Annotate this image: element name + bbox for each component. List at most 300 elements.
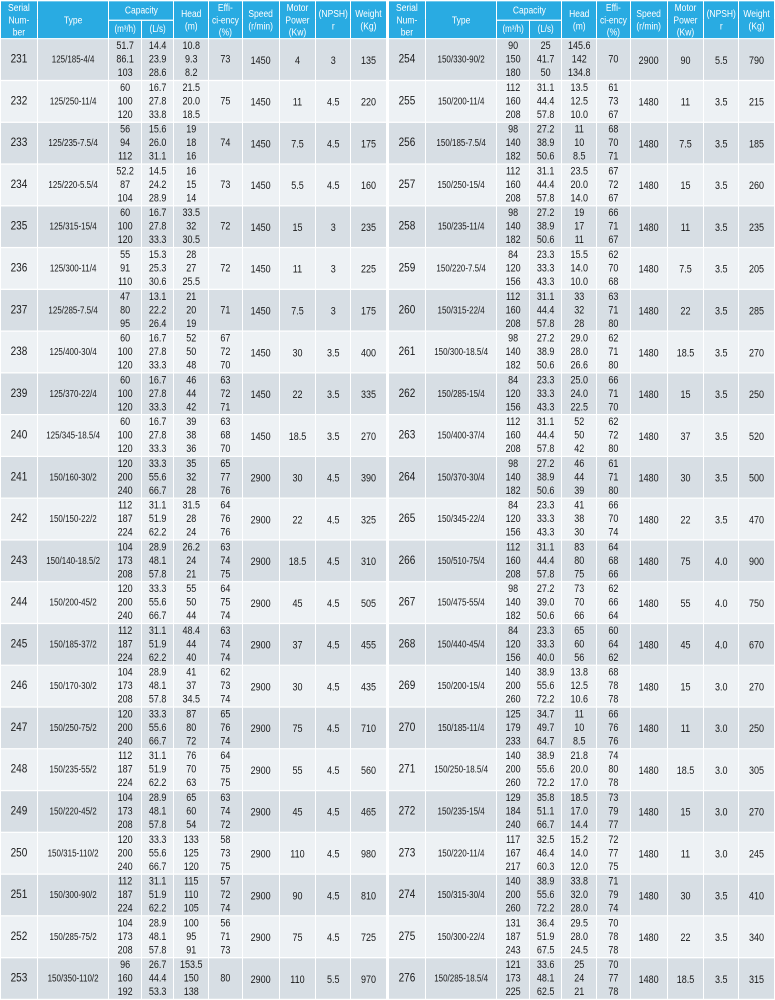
cell-speed-left: 1450 (242, 164, 279, 206)
cell-capacity-ls-left: 16.7 27.8 33.3 (141, 415, 174, 457)
cell-motor-power-left: 30 (279, 456, 316, 498)
cell-motor-power-left: 30 (279, 331, 316, 373)
cell-capacity-ls-left: 33.3 55.6 66.7 (141, 456, 174, 498)
table-row (1, 164, 775, 206)
cell-capacity-ls-left: 26.7 44.4 53.3 (141, 958, 174, 1000)
cell-capacity-m3h-right: 98 140 182 (497, 331, 530, 373)
header-npsh-right: (NPSH) r (704, 1, 739, 39)
cell-weight-left: 560 (351, 749, 387, 791)
cell-motor-power-left: 4 (279, 39, 316, 81)
cell-serial-right: 271 (389, 749, 426, 791)
cell-motor-power-right: 22 (667, 498, 704, 540)
cell-efficiency-left: 72 (209, 206, 243, 248)
cell-capacity-m3h-left: 52.2 87 104 (109, 164, 142, 206)
cell-motor-power-left: 37 (279, 623, 316, 665)
table-row (1, 415, 775, 457)
cell-motor-power-left: 18.5 (279, 540, 316, 582)
cell-weight-right: 270 (739, 331, 775, 373)
cell-type-left: 125/370-22/4 (37, 373, 109, 415)
cell-weight-right: 250 (739, 373, 775, 415)
cell-weight-left: 400 (351, 331, 387, 373)
cell-motor-power-right: 90 (667, 39, 704, 81)
cell-speed-left: 2900 (242, 456, 279, 498)
cell-head-left: 41 37 34.5 (174, 665, 209, 707)
cell-type-right: 150/185-11/4 (425, 707, 497, 749)
cell-npsh-right: 3.5 (704, 164, 739, 206)
cell-weight-left: 225 (351, 248, 387, 290)
cell-head-right: 19 17 11 (562, 206, 597, 248)
cell-weight-left: 435 (351, 665, 387, 707)
cell-npsh-right: 3.5 (704, 874, 739, 916)
cell-capacity-ls-left: 33.3 55.6 66.7 (141, 707, 174, 749)
cell-speed-left: 1450 (242, 206, 279, 248)
cell-efficiency-left: 58 73 75 (209, 832, 243, 874)
header-row-top (1, 1, 775, 20)
cell-npsh-left: 4.5 (316, 122, 351, 164)
cell-capacity-ls-right: 31.1 44.4 57.8 (529, 415, 562, 457)
cell-npsh-left: 3.5 (316, 415, 351, 457)
cell-motor-power-right: 18.5 (667, 331, 704, 373)
cell-head-left: 21.5 20.0 18.5 (174, 80, 209, 122)
cell-head-right: 11 10 8.5 (562, 122, 597, 164)
cell-capacity-ls-right: 34.7 49.7 64.7 (529, 707, 562, 749)
cell-serial-right: 266 (389, 540, 426, 582)
cell-head-right: 29.5 28.0 24.5 (562, 916, 597, 958)
table-body (1, 39, 775, 1000)
cell-serial-right: 272 (389, 791, 426, 833)
cell-capacity-m3h-right: 112 160 208 (497, 415, 530, 457)
cell-weight-right: 245 (739, 832, 775, 874)
cell-type-right: 150/285-18.5/4 (425, 958, 497, 1000)
cell-npsh-left: 4.5 (316, 749, 351, 791)
cell-capacity-ls-left: 28.9 48.1 57.8 (141, 791, 174, 833)
cell-capacity-m3h-right: 112 160 208 (497, 80, 530, 122)
cell-efficiency-right: 66 76 76 (597, 707, 631, 749)
cell-motor-power-left: 110 (279, 832, 316, 874)
cell-capacity-m3h-right: 121 173 225 (497, 958, 530, 1000)
cell-type-left: 125/185-4/4 (37, 39, 109, 81)
cell-npsh-left: 5.5 (316, 958, 351, 1000)
cell-serial-right: 263 (389, 415, 426, 457)
cell-head-left: 28 27 25.5 (174, 248, 209, 290)
cell-capacity-ls-right: 25 41.7 50 (529, 39, 562, 81)
cell-head-left: 16 15 14 (174, 164, 209, 206)
cell-speed-left: 2900 (242, 791, 279, 833)
cell-serial-right: 264 (389, 456, 426, 498)
cell-npsh-right: 4.0 (704, 540, 739, 582)
cell-efficiency-left: 63 68 70 (209, 415, 243, 457)
cell-capacity-m3h-right: 98 140 182 (497, 206, 530, 248)
cell-efficiency-right: 66 70 74 (597, 498, 631, 540)
cell-npsh-right: 4.0 (704, 623, 739, 665)
cell-npsh-left: 4.5 (316, 582, 351, 624)
cell-capacity-ls-left: 28.9 48.1 57.8 (141, 540, 174, 582)
cell-efficiency-left: 67 72 70 (209, 331, 243, 373)
cell-efficiency-left: 64 75 74 (209, 582, 243, 624)
cell-type-left: 150/140-18.5/2 (37, 540, 109, 582)
cell-type-right: 150/370-30/4 (425, 456, 497, 498)
cell-capacity-ls-right: 31.1 44.4 57.8 (529, 540, 562, 582)
cell-serial-left: 244 (1, 582, 38, 624)
cell-efficiency-left: 72 (209, 248, 243, 290)
cell-motor-power-right: 18.5 (667, 749, 704, 791)
header-motor-power-right: Motor Power (Kw) (667, 1, 704, 39)
cell-speed-right: 1480 (630, 791, 667, 833)
cell-efficiency-left: 80 (209, 958, 243, 1000)
cell-capacity-ls-right: 33.6 48.1 62.5 (529, 958, 562, 1000)
cell-head-left: 48.4 44 40 (174, 623, 209, 665)
cell-capacity-m3h-left: 60 100 120 (109, 331, 142, 373)
header-type-left: Type (37, 1, 109, 39)
cell-speed-right: 1480 (630, 874, 667, 916)
cell-speed-left: 1450 (242, 39, 279, 81)
cell-serial-left: 245 (1, 623, 38, 665)
cell-npsh-right: 3.5 (704, 289, 739, 331)
header-speed-left: Speed (r/min) (242, 1, 279, 39)
table-row (1, 582, 775, 624)
cell-type-left: 150/285-75/2 (37, 916, 109, 958)
cell-head-left: 39 38 36 (174, 415, 209, 457)
cell-motor-power-left: 75 (279, 916, 316, 958)
cell-capacity-ls-right: 27.2 38.9 50.6 (529, 122, 562, 164)
cell-speed-right: 1480 (630, 498, 667, 540)
header-capacity-m3h-left: (m³/h) (109, 20, 142, 39)
cell-npsh-left: 3 (316, 39, 351, 81)
cell-npsh-right: 3.0 (704, 749, 739, 791)
cell-efficiency-right: 62 70 68 (597, 248, 631, 290)
cell-weight-right: 670 (739, 623, 775, 665)
cell-motor-power-left: 45 (279, 791, 316, 833)
cell-type-right: 150/200-15/4 (425, 665, 497, 707)
header-capacity-m3h-right: (m³/h) (497, 20, 530, 39)
cell-weight-right: 470 (739, 498, 775, 540)
cell-type-right: 150/285-15/4 (425, 373, 497, 415)
cell-motor-power-right: 7.5 (667, 122, 704, 164)
cell-capacity-ls-right: 27.2 38.9 50.6 (529, 456, 562, 498)
cell-speed-right: 1480 (630, 749, 667, 791)
cell-serial-left: 243 (1, 540, 38, 582)
cell-speed-right: 1480 (630, 415, 667, 457)
cell-weight-right: 500 (739, 456, 775, 498)
cell-head-right: 25.0 24.0 22.5 (562, 373, 597, 415)
cell-efficiency-left: 73 (209, 39, 243, 81)
cell-efficiency-right: 70 78 78 (597, 916, 631, 958)
cell-motor-power-right: 15 (667, 164, 704, 206)
header-efficiency-left: Effi- ci-ency (%) (209, 1, 243, 39)
cell-capacity-ls-right: 31.1 44.4 57.8 (529, 164, 562, 206)
cell-efficiency-right: 66 71 67 (597, 206, 631, 248)
cell-type-left: 150/250-75/2 (37, 707, 109, 749)
cell-type-right: 150/315-30/4 (425, 874, 497, 916)
cell-type-left: 125/220-5.5/4 (37, 164, 109, 206)
header-speed-right: Speed (r/min) (630, 1, 667, 39)
cell-speed-left: 2900 (242, 916, 279, 958)
cell-weight-right: 410 (739, 874, 775, 916)
cell-weight-left: 810 (351, 874, 387, 916)
cell-npsh-right: 4.0 (704, 582, 739, 624)
cell-capacity-m3h-left: 96 160 192 (109, 958, 142, 1000)
cell-motor-power-left: 7.5 (279, 289, 316, 331)
cell-speed-left: 1450 (242, 248, 279, 290)
cell-weight-left: 455 (351, 623, 387, 665)
cell-efficiency-left: 74 (209, 122, 243, 164)
table-row (1, 540, 775, 582)
cell-npsh-right: 3.0 (704, 665, 739, 707)
cell-efficiency-right: 61 73 67 (597, 80, 631, 122)
cell-npsh-right: 3.5 (704, 122, 739, 164)
cell-capacity-m3h-right: 112 160 208 (497, 289, 530, 331)
cell-type-right: 150/185-7.5/4 (425, 122, 497, 164)
cell-type-left: 150/350-110/2 (37, 958, 109, 1000)
table-row (1, 707, 775, 749)
cell-type-right: 150/400-37/4 (425, 415, 497, 457)
cell-weight-right: 185 (739, 122, 775, 164)
cell-serial-left: 252 (1, 916, 38, 958)
cell-capacity-ls-right: 31.1 44.4 57.8 (529, 80, 562, 122)
table-row (1, 791, 775, 833)
cell-head-right: 65 60 56 (562, 623, 597, 665)
cell-capacity-ls-left: 15.6 26.0 31.1 (141, 122, 174, 164)
cell-serial-right: 268 (389, 623, 426, 665)
cell-weight-right: 790 (739, 39, 775, 81)
cell-npsh-left: 3 (316, 248, 351, 290)
cell-efficiency-left: 65 76 74 (209, 707, 243, 749)
cell-speed-right: 1480 (630, 916, 667, 958)
cell-npsh-right: 3.5 (704, 80, 739, 122)
cell-npsh-left: 4.5 (316, 164, 351, 206)
cell-efficiency-left: 62 73 74 (209, 665, 243, 707)
cell-capacity-m3h-right: 112 160 208 (497, 164, 530, 206)
cell-speed-left: 1450 (242, 289, 279, 331)
cell-npsh-left: 3.5 (316, 373, 351, 415)
cell-type-left: 150/150-22/2 (37, 498, 109, 540)
cell-capacity-ls-right: 23.3 33.3 43.3 (529, 373, 562, 415)
header-head-right: Head (m) (562, 1, 597, 39)
cell-motor-power-right: 75 (667, 540, 704, 582)
cell-serial-right: 260 (389, 289, 426, 331)
cell-capacity-m3h-left: 60 100 120 (109, 373, 142, 415)
cell-serial-right: 254 (389, 39, 426, 81)
cell-capacity-m3h-right: 117 167 217 (497, 832, 530, 874)
cell-npsh-left: 4.5 (316, 623, 351, 665)
cell-serial-right: 270 (389, 707, 426, 749)
header-serial-right: Serial Num- ber (389, 1, 426, 39)
cell-capacity-ls-left: 13.1 22.2 26.4 (141, 289, 174, 331)
cell-efficiency-right: 70 77 78 (597, 958, 631, 1000)
cell-motor-power-left: 7.5 (279, 122, 316, 164)
cell-head-left: 100 95 91 (174, 916, 209, 958)
cell-capacity-m3h-left: 120 200 240 (109, 582, 142, 624)
cell-capacity-m3h-left: 55 91 110 (109, 248, 142, 290)
cell-weight-right: 750 (739, 582, 775, 624)
cell-efficiency-right: 67 72 67 (597, 164, 631, 206)
cell-capacity-ls-left: 31.1 51.9 62.2 (141, 749, 174, 791)
cell-capacity-m3h-right: 140 200 260 (497, 874, 530, 916)
table-row (1, 958, 775, 1000)
cell-speed-left: 2900 (242, 498, 279, 540)
cell-capacity-ls-right: 38.9 55.6 72.2 (529, 874, 562, 916)
cell-head-right: 83 80 75 (562, 540, 597, 582)
cell-weight-left: 325 (351, 498, 387, 540)
cell-serial-left: 242 (1, 498, 38, 540)
cell-speed-left: 1450 (242, 80, 279, 122)
cell-capacity-ls-left: 28.9 48.1 57.8 (141, 916, 174, 958)
cell-weight-right: 250 (739, 707, 775, 749)
cell-npsh-left: 4.5 (316, 665, 351, 707)
cell-type-right: 150/330-90/2 (425, 39, 497, 81)
cell-serial-left: 231 (1, 39, 38, 81)
cell-serial-right: 255 (389, 80, 426, 122)
cell-efficiency-right: 68 78 78 (597, 665, 631, 707)
cell-weight-right: 235 (739, 206, 775, 248)
cell-efficiency-right: 62 72 80 (597, 415, 631, 457)
cell-efficiency-left: 65 77 76 (209, 456, 243, 498)
cell-serial-left: 248 (1, 749, 38, 791)
cell-serial-right: 269 (389, 665, 426, 707)
cell-speed-left: 2900 (242, 874, 279, 916)
cell-capacity-m3h-right: 84 120 156 (497, 373, 530, 415)
cell-type-right: 150/250-18.5/4 (425, 749, 497, 791)
cell-capacity-ls-left: 16.7 27.8 33.3 (141, 373, 174, 415)
cell-capacity-ls-right: 38.9 55.6 72.2 (529, 749, 562, 791)
cell-capacity-ls-right: 23.3 33.3 40.0 (529, 623, 562, 665)
cell-speed-right: 1480 (630, 582, 667, 624)
header-npsh-left: (NPSH) r (316, 1, 351, 39)
cell-speed-right: 1480 (630, 331, 667, 373)
cell-motor-power-right: 30 (667, 874, 704, 916)
cell-motor-power-left: 22 (279, 373, 316, 415)
cell-head-left: 153.5 150 138 (174, 958, 209, 1000)
cell-capacity-ls-left: 14.4 23.9 28.6 (141, 39, 174, 81)
cell-type-right: 150/300-18.5/4 (425, 331, 497, 373)
cell-capacity-m3h-right: 98 140 182 (497, 456, 530, 498)
cell-capacity-m3h-right: 98 140 182 (497, 122, 530, 164)
cell-head-right: 29.0 28.0 26.6 (562, 331, 597, 373)
cell-capacity-m3h-left: 104 173 208 (109, 540, 142, 582)
cell-head-right: 21.8 20.0 17.0 (562, 749, 597, 791)
cell-efficiency-right: 62 66 64 (597, 582, 631, 624)
table-row (1, 80, 775, 122)
cell-head-right: 52 50 42 (562, 415, 597, 457)
cell-weight-right: 900 (739, 540, 775, 582)
cell-head-left: 46 44 42 (174, 373, 209, 415)
cell-head-right: 15.2 14.0 12.0 (562, 832, 597, 874)
cell-serial-left: 238 (1, 331, 38, 373)
cell-type-right: 150/440-45/4 (425, 623, 497, 665)
cell-motor-power-right: 15 (667, 665, 704, 707)
cell-head-right: 25 24 21 (562, 958, 597, 1000)
cell-head-left: 10.8 9.3 8.2 (174, 39, 209, 81)
cell-capacity-m3h-left: 120 200 240 (109, 456, 142, 498)
cell-motor-power-left: 110 (279, 958, 316, 1000)
cell-type-left: 125/285-7.5/4 (37, 289, 109, 331)
cell-weight-right: 305 (739, 749, 775, 791)
cell-head-left: 19 18 16 (174, 122, 209, 164)
cell-capacity-ls-left: 33.3 55.6 66.7 (141, 582, 174, 624)
cell-capacity-m3h-left: 51.7 86.1 103 (109, 39, 142, 81)
cell-type-left: 150/170-30/2 (37, 665, 109, 707)
cell-type-left: 150/200-45/2 (37, 582, 109, 624)
cell-type-left: 150/300-90/2 (37, 874, 109, 916)
cell-serial-left: 234 (1, 164, 38, 206)
cell-weight-right: 270 (739, 665, 775, 707)
cell-motor-power-left: 45 (279, 582, 316, 624)
cell-serial-right: 257 (389, 164, 426, 206)
header-capacity-ls-left: (L/s) (141, 20, 174, 39)
cell-capacity-ls-right: 27.2 38.9 50.6 (529, 206, 562, 248)
cell-capacity-m3h-left: 104 173 208 (109, 791, 142, 833)
cell-capacity-ls-left: 33.3 55.6 66.7 (141, 832, 174, 874)
table-row (1, 206, 775, 248)
cell-serial-left: 249 (1, 791, 38, 833)
cell-capacity-m3h-right: 84 120 156 (497, 623, 530, 665)
cell-head-right: 33 32 28 (562, 289, 597, 331)
table-row (1, 456, 775, 498)
table-row (1, 916, 775, 958)
header-capacity-left: Capacity (109, 1, 174, 20)
cell-weight-right: 520 (739, 415, 775, 457)
cell-type-right: 150/220-11/4 (425, 832, 497, 874)
cell-type-right: 150/300-22/4 (425, 916, 497, 958)
cell-npsh-left: 4.5 (316, 80, 351, 122)
cell-serial-right: 276 (389, 958, 426, 1000)
cell-motor-power-right: 37 (667, 415, 704, 457)
cell-motor-power-left: 11 (279, 248, 316, 290)
cell-weight-right: 215 (739, 80, 775, 122)
cell-speed-left: 1450 (242, 373, 279, 415)
cell-capacity-m3h-left: 112 187 224 (109, 623, 142, 665)
cell-type-right: 150/200-11/4 (425, 80, 497, 122)
cell-head-right: 41 38 30 (562, 498, 597, 540)
cell-serial-left: 232 (1, 80, 38, 122)
cell-weight-left: 135 (351, 39, 387, 81)
cell-efficiency-left: 63 72 71 (209, 373, 243, 415)
cell-head-right: 23.5 20.0 14.0 (562, 164, 597, 206)
cell-efficiency-left: 57 72 74 (209, 874, 243, 916)
cell-efficiency-left: 64 75 75 (209, 749, 243, 791)
cell-head-right: 13.5 12.5 10.0 (562, 80, 597, 122)
cell-capacity-m3h-left: 112 187 224 (109, 749, 142, 791)
cell-head-right: 33.8 32.0 28.0 (562, 874, 597, 916)
cell-serial-left: 236 (1, 248, 38, 290)
cell-npsh-left: 4.5 (316, 540, 351, 582)
header-motor-power-left: Motor Power (Kw) (279, 1, 316, 39)
cell-efficiency-right: 60 64 62 (597, 623, 631, 665)
cell-capacity-ls-right: 35.8 51.1 66.7 (529, 791, 562, 833)
cell-efficiency-right: 72 77 75 (597, 832, 631, 874)
cell-speed-left: 1450 (242, 122, 279, 164)
cell-weight-left: 160 (351, 164, 387, 206)
cell-capacity-ls-left: 14.5 24.2 28.9 (141, 164, 174, 206)
cell-weight-left: 970 (351, 958, 387, 1000)
header-type-right: Type (425, 1, 497, 39)
cell-npsh-left: 3 (316, 206, 351, 248)
cell-head-right: 18.5 17.0 14.4 (562, 791, 597, 833)
cell-npsh-right: 3.5 (704, 456, 739, 498)
cell-motor-power-right: 22 (667, 916, 704, 958)
cell-speed-left: 1450 (242, 331, 279, 373)
cell-type-left: 125/400-30/4 (37, 331, 109, 373)
cell-speed-right: 1480 (630, 456, 667, 498)
cell-npsh-left: 3 (316, 289, 351, 331)
cell-motor-power-right: 7.5 (667, 248, 704, 290)
cell-efficiency-left: 63 74 72 (209, 791, 243, 833)
cell-npsh-right: 3.5 (704, 916, 739, 958)
cell-head-right: 73 70 66 (562, 582, 597, 624)
cell-type-right: 150/345-22/4 (425, 498, 497, 540)
cell-npsh-right: 3.0 (704, 832, 739, 874)
cell-weight-left: 175 (351, 122, 387, 164)
